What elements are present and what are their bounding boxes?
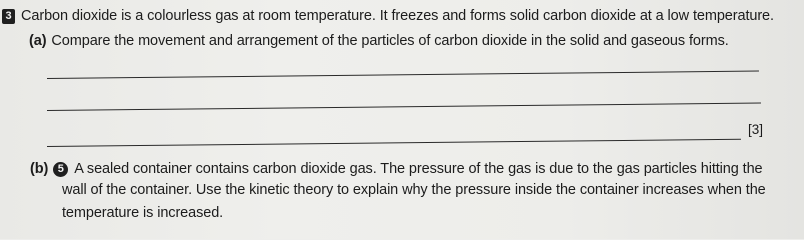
part-a-label: (a) (29, 33, 47, 49)
question-stem (2, 8, 774, 24)
part-a-prompt (29, 33, 729, 49)
part-b-prompt-line-2: wall of the container. Use the kinetic theory to explain why the pressure inside the container increases when the (62, 182, 766, 198)
part-b-label: (b) (30, 161, 49, 177)
part-b-text-line-1: A sealed container contains carbon dioxide gas. The pressure of the gas is due to the gas particles hitting the (74, 161, 763, 177)
part-a-marks: [3] (748, 122, 764, 137)
answer-line-3[interactable] (47, 139, 741, 147)
answer-line-2[interactable] (47, 103, 761, 111)
answer-line-1[interactable] (47, 71, 759, 79)
part-b-prompt-line-1 (30, 161, 763, 177)
part-b-prompt-line-3: temperature is increased. (62, 205, 224, 221)
question-stem-text: Carbon dioxide is a colourless gas at room temperature. It freezes and forms solid carbon dioxide at a low temperature. (21, 8, 774, 24)
question-number-badge: 3 (2, 9, 15, 24)
part-a-text: Compare the movement and arrangement of the particles of carbon dioxide in the solid and gaseous forms. (51, 33, 729, 49)
difficulty-badge: 5 (53, 162, 68, 177)
